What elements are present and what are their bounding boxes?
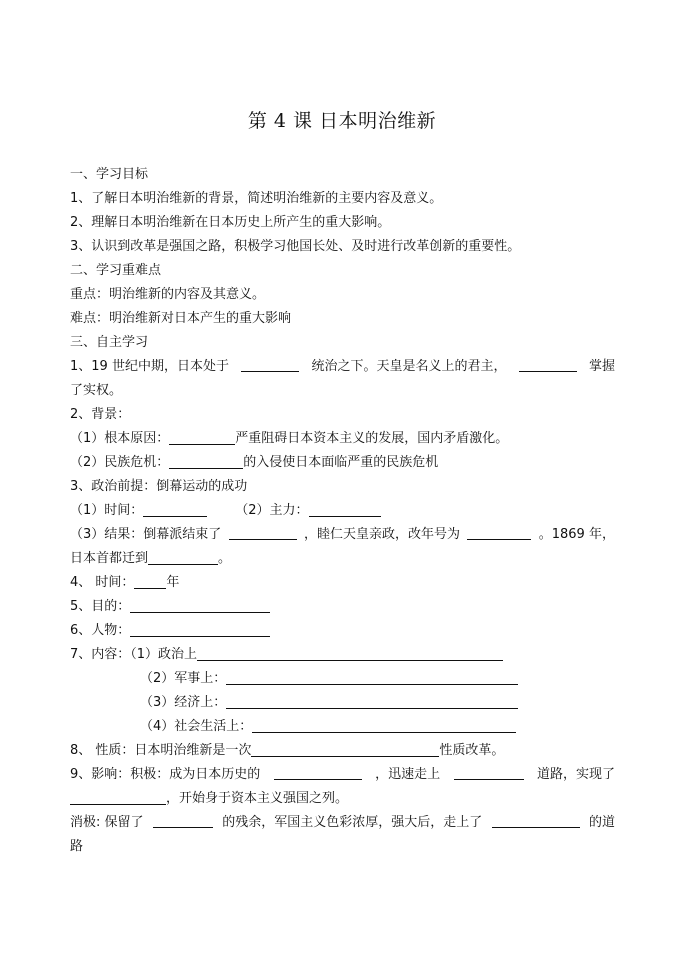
section-heading-keypoints: 二、学习重难点 [70, 263, 162, 278]
answer-blank[interactable] [492, 811, 580, 828]
question-6: 6、人物： [70, 619, 615, 643]
question-7-social: （4）社会生活上： [70, 715, 615, 739]
question-3-heading: 3、政治前提：倒幕运动的成功 [70, 479, 248, 494]
key-point: 重点：明治维新的内容及其意义。 [70, 287, 266, 302]
answer-blank[interactable] [130, 596, 270, 613]
answer-blank[interactable] [197, 644, 503, 661]
question-9-negative-line-2: 路 [70, 839, 84, 854]
answer-blank[interactable] [70, 788, 166, 805]
answer-blank[interactable] [467, 523, 531, 540]
question-1-line-2: 了实权。 [70, 383, 123, 398]
question-9-negative-line-1: 消极: 保留了 的残余，军国主义色彩浓厚，强大后，走上了 的道 [70, 811, 615, 835]
question-2-item-1: （1）根本原因： 严重阻碍日本资本主义的发展，国内矛盾激化。 [70, 427, 615, 451]
section-heading-selfstudy: 三、自主学习 [70, 335, 149, 350]
answer-blank[interactable] [251, 740, 439, 757]
question-8: 8、 性质：日本明治维新是一次 性质改革。 [70, 739, 615, 763]
answer-blank[interactable] [153, 811, 213, 828]
difficult-point: 难点：明治维新对日本产生的重大影响 [70, 311, 292, 326]
answer-blank[interactable] [130, 620, 270, 637]
answer-blank[interactable] [241, 355, 299, 372]
answer-blank[interactable] [169, 452, 243, 469]
answer-blank[interactable] [454, 763, 524, 780]
answer-blank[interactable] [226, 668, 518, 685]
section-heading-goals: 一、学习目标 [70, 167, 149, 182]
goal-item: 2、理解日本明治维新在日本历史上所产生的重大影响。 [70, 215, 391, 230]
answer-blank[interactable] [134, 572, 166, 589]
question-5: 5、目的： [70, 595, 615, 619]
page-title: 第 4 课 日本明治维新 [247, 110, 437, 132]
answer-blank[interactable] [226, 692, 518, 709]
answer-blank[interactable] [229, 523, 297, 540]
question-2-item-2: （2）民族危机： 的入侵使日本面临严重的民族危机 [70, 451, 615, 475]
question-4: 4、 时间： 年 [70, 571, 615, 595]
answer-blank[interactable] [252, 716, 516, 733]
question-7-politics: 7、内容：（1）政治上 [70, 643, 615, 667]
question-9-positive-line-1: 9、影响：积极：成为日本历史的 ，迅速走上 道路，实现了 [70, 763, 615, 787]
answer-blank[interactable] [519, 355, 577, 372]
answer-blank[interactable] [309, 500, 381, 517]
answer-blank[interactable] [148, 548, 218, 565]
question-3-item-3-line-1: （3）结果：倒幕派结束了 ，睦仁天皇亲政，改年号为 。1869 年， [70, 523, 615, 547]
question-7-military: （2）军事上： [70, 667, 615, 691]
goal-item: 3、认识到改革是强国之路，积极学习他国长处、及时进行改革创新的重要性。 [70, 239, 521, 254]
question-7-economy: （3）经济上： [70, 691, 615, 715]
question-2-heading: 2、背景： [70, 407, 131, 422]
question-3-item-1-2: （1）时间： （2）主力： [70, 499, 615, 523]
worksheet-body [70, 163, 615, 859]
question-9-positive-line-2: ，开始身于资本主义强国之列。 [70, 787, 615, 811]
question-3-item-3-line-2: 日本首都迁到 。 [70, 547, 615, 571]
answer-blank[interactable] [169, 428, 235, 445]
answer-blank[interactable] [274, 763, 362, 780]
answer-blank[interactable] [143, 500, 207, 517]
question-1-line-1: 1、19 世纪中期，日本处于 统治之下。天皇是名义上的君主， 掌握 [70, 355, 615, 379]
goal-item: 1、了解日本明治维新的背景，简述明治维新的主要内容及意义。 [70, 191, 443, 206]
